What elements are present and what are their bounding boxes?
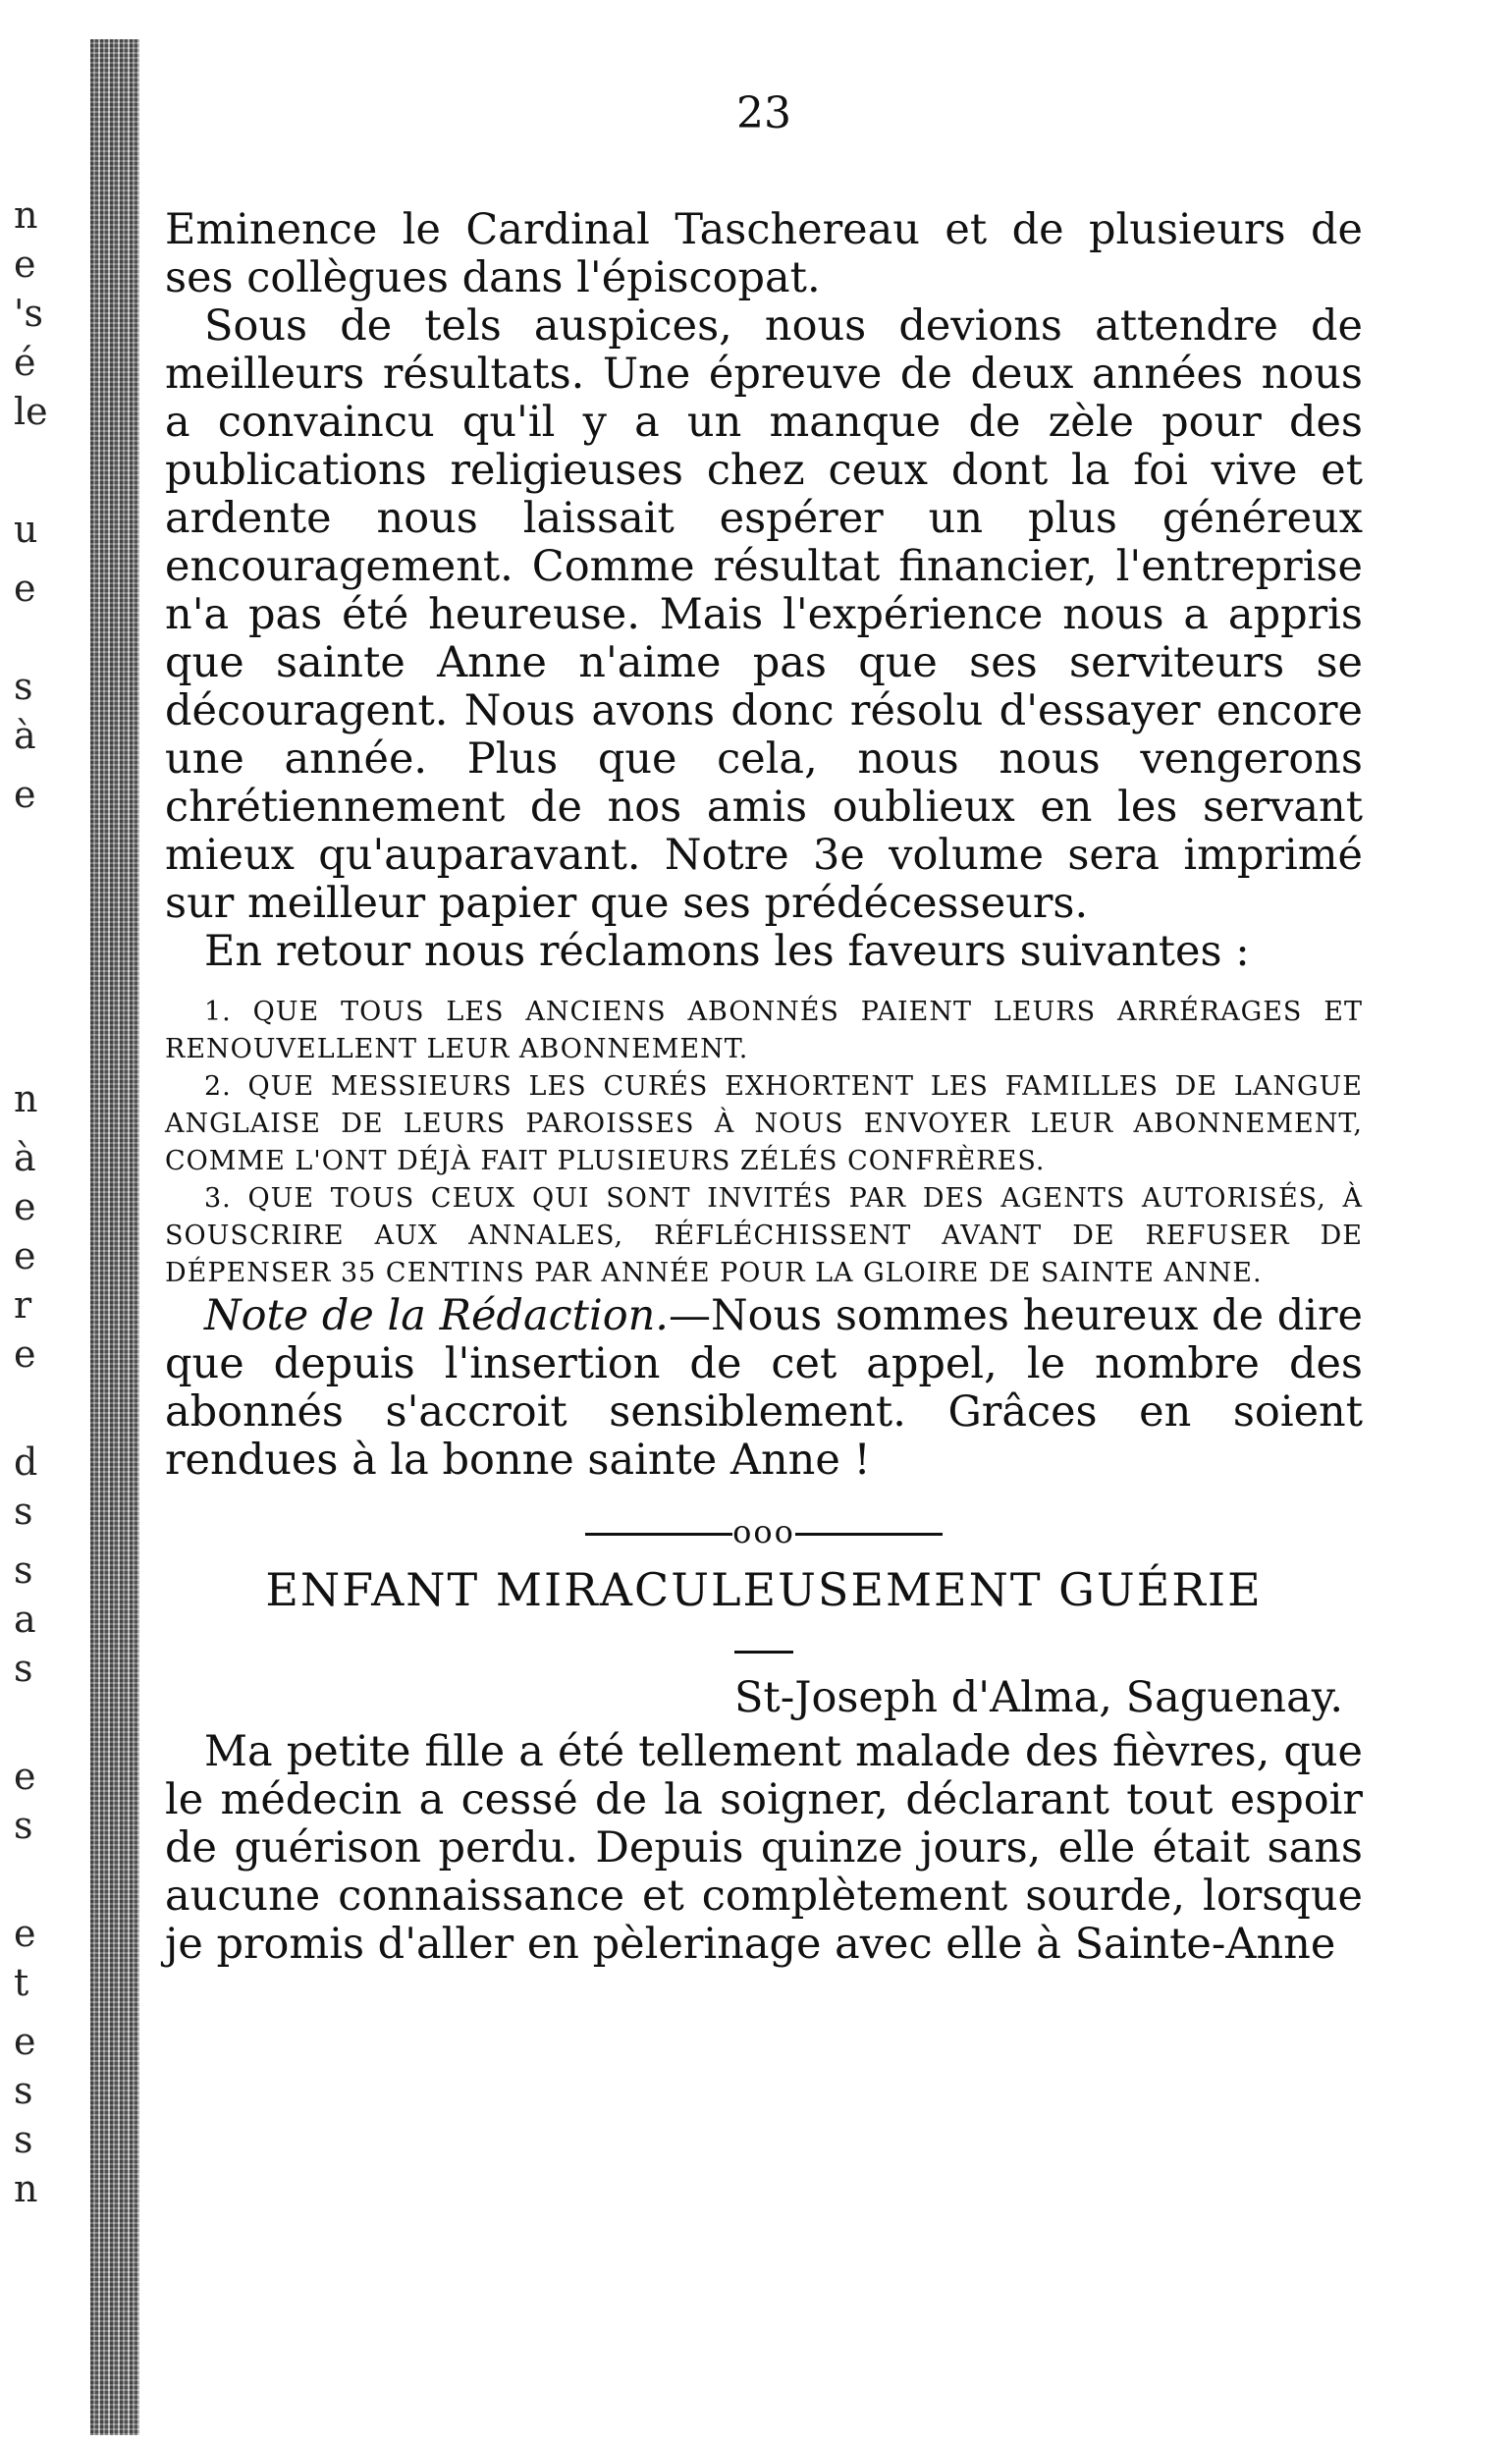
separator-line — [795, 1533, 943, 1536]
margin-letter: 's — [14, 292, 43, 335]
editor-note — [165, 1292, 1363, 1485]
margin-letter: s — [14, 2069, 33, 2112]
margin-letter: e — [14, 1912, 36, 1955]
margin-letter: u — [14, 508, 38, 551]
margin-letter: e — [14, 2020, 36, 2063]
separator-line — [585, 1533, 732, 1536]
margin-letter: e — [14, 1755, 36, 1798]
title-rule — [165, 1620, 1363, 1668]
margin-letter: a — [14, 1598, 36, 1641]
requests-list — [165, 994, 1363, 1292]
margin-letter: s — [14, 1548, 33, 1592]
margin-letter: e — [14, 567, 36, 610]
margin-letter: à — [14, 1136, 36, 1179]
list-item: 2. QUE MESSIEURS LES CURÉS EXHORTENT LES FAMILLES DE LANGUE ANGLAISE DE LEURS PAROISSES À NOUS ENVOYER LEUR ABONNEMENT, COMME L'ONT DÉJÀ FAIT PLUSIEURS ZÉLÉS CONFRÈRES. — [165, 1071, 1363, 1176]
margin-letter: e — [14, 1234, 36, 1277]
list-item: 3. QUE TOUS CEUX QUI SONT INVITÉS PAR DES AGENTS AUTORISÉS, À SOUSCRIRE AUX ANNALES, RÉFLÉCHISSENT AVANT DE REFUSER DE DÉPENSER 35 CENTINS PAR ANNÉE POUR LA GLOIRE DE SAINTE ANNE. — [165, 1183, 1363, 1288]
margin-letter: s — [14, 1490, 33, 1533]
margin-letter: d — [14, 1440, 38, 1484]
margin-letter: s — [14, 1647, 33, 1690]
margin-letter: à — [14, 714, 36, 757]
margin-letter: e — [14, 1185, 36, 1228]
paragraph: En retour nous réclamons les faveurs suivantes : — [204, 927, 1250, 976]
page-number: 23 — [736, 88, 791, 138]
margin-letter: s — [14, 1804, 33, 1847]
margin-letter: e — [14, 1332, 36, 1376]
note-label: Note de la Rédaction. — [204, 1291, 669, 1340]
margin-letter: s — [14, 2118, 33, 2161]
margin-letter: t — [14, 1961, 29, 2004]
note-text: —Nous sommes heureux de dire que depuis l'insertion de cet appel, le nombre des abonnés s'accroit sensiblement. Grâces en soient rendues à la bonne sainte Anne ! — [165, 1291, 1363, 1485]
article-title: ENFANT MIRACULEUSEMENT GUÉRIE — [265, 1563, 1263, 1616]
book-binding-edge — [90, 39, 139, 2435]
paragraph: Sous de tels auspices, nous devions attendre de meilleurs résultats. Une épreuve de deux années nous a convaincu qu'il y a un manque de zèle pour des publications religieuses chez ceux dont la foi vive et ardente nous laissait espérer un plus généreux encouragement. Comme résultat financier, l'entreprise n'a pas été heureuse. Mais l'expérience nous a appris que sainte Anne n'aime pas que ses serviteurs se découragent. Nous avons donc résolu d'essayer encore une année. Plus que cela, nous nous vengerons chrétiennement de nos amis oublieux en les servant mieux qu'auparavant. Notre 3e volume sera imprimé sur meilleur papier que ses prédécesseurs. — [165, 301, 1363, 928]
paragraph: Eminence le Cardinal Taschereau et de plusieurs de ses collègues dans l'épiscopat. — [165, 205, 1363, 302]
margin-letter: e — [14, 243, 36, 286]
left-margin-fragment — [0, 0, 88, 2443]
body-text — [165, 206, 1363, 1969]
margin-letter: le — [14, 390, 48, 433]
margin-letter: e — [14, 773, 36, 816]
list-item: 1. QUE TOUS LES ANCIENS ABONNÉS PAIENT LEURS ARRÉRAGES ET RENOUVELLENT LEUR ABONNEMENT. — [165, 997, 1363, 1064]
margin-letter: n — [14, 1077, 38, 1120]
section-separator — [165, 1508, 1363, 1556]
separator-text: ooo — [732, 1513, 795, 1550]
margin-letter: r — [14, 1283, 32, 1327]
margin-letter: é — [14, 341, 36, 384]
article-paragraph: Ma petite fille a été tellement malade des fièvres, que le médecin a cessé de la soigner, déclarant tout espoir de guérison perdu. Depuis quinze jours, elle était sans aucune connaissance et complètement sourde, lorsque je promis d'aller en pèlerinage avec elle à Sainte-Anne — [165, 1727, 1363, 1969]
margin-letter: n — [14, 2167, 38, 2210]
article-place: St-Joseph d'Alma, Saguenay. — [733, 1673, 1343, 1722]
margin-letter: n — [14, 193, 38, 237]
margin-letter: s — [14, 665, 33, 708]
